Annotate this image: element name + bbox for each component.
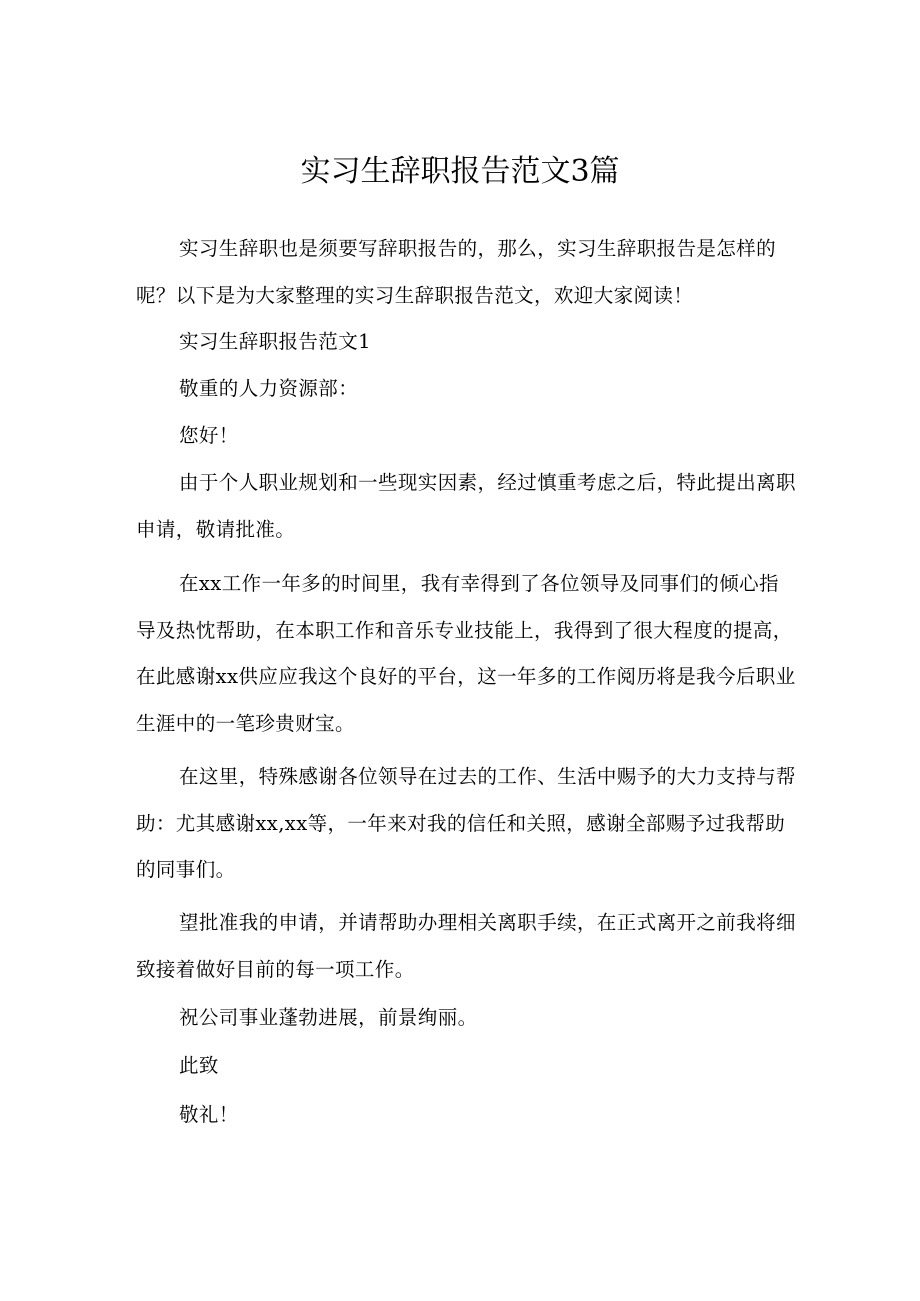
document-title: 实习生辞职报告范文3篇: [300, 154, 620, 189]
thanks-paragraph: 在这里，特殊感谢各位领导在过去的工作、生活中赐予的大力支持与帮助：尤其感谢xx,xx等，一年来对我的信任和关照，感谢全部赐予过我帮助的同事们。: [136, 765, 796, 881]
resignation-paragraph: 由于个人职业规划和一些现实因素，经过慎重考虑之后，特此提出离职申请，敬请批准。: [136, 471, 796, 541]
greeting: 您好！: [179, 424, 239, 447]
wishes-paragraph: 祝公司事业蓬勃进展，前景绚丽。: [179, 1006, 478, 1029]
salutation: 敬重的人力资源部：: [179, 377, 359, 400]
intro-paragraph: 实习生辞职也是须要写辞职报告的，那么，实习生辞职报告是怎样的呢？以下是为大家整理的实习生辞职报告范文，欢迎大家阅读！: [136, 237, 777, 307]
gratitude-paragraph: 在xx工作一年多的时间里，我有幸得到了各位领导及同事们的倾心指导及热忱帮助，在本职工作和音乐专业技能上，我得到了很大程度的提高，在此感谢xx供应应我这个良好的平台，这一年多的工作阅历将是我今后职业生涯中的一笔珍贵财宝。: [136, 572, 796, 735]
section-heading: 实习生辞职报告范文1: [179, 330, 371, 353]
request-paragraph: 望批准我的申请，并请帮助办理相关离职手续，在正式离开之前我将细致接着做好目前的每一项工作。: [136, 911, 796, 981]
closing-line: 此致: [179, 1054, 219, 1077]
closing-regards: 敬礼！: [179, 1103, 239, 1126]
